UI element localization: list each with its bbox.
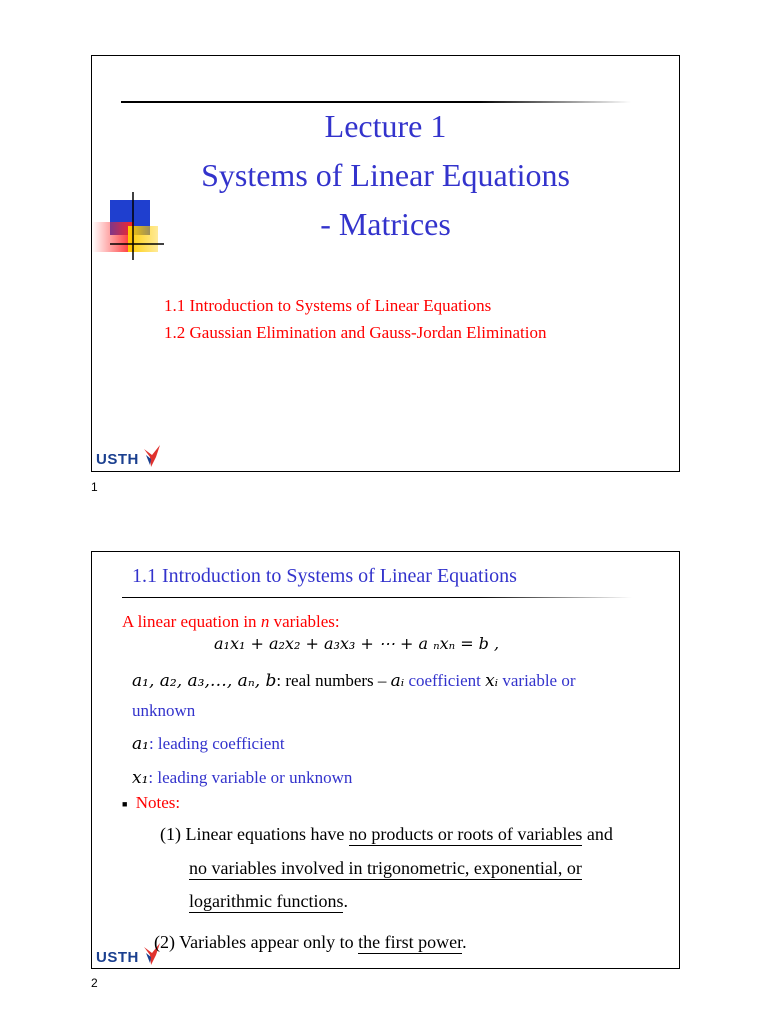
toc-item-2: 1.2 Gaussian Elimination and Gauss-Jordan Elimination [164, 323, 547, 342]
usth-logo-mark-icon [144, 445, 160, 467]
slide-heading: 1.1 Introduction to Systems of Linear Equations [132, 565, 517, 587]
bullet-icon: ■ [122, 799, 128, 810]
heading-rule [122, 597, 632, 598]
leading-variable-line: x₁: leading variable or unknown [132, 768, 353, 788]
usth-logo-2 [96, 949, 139, 966]
usth-logo [96, 451, 139, 468]
logo-text-2: USTH [96, 949, 139, 966]
note-1-line-3: logarithmic functions. [189, 891, 348, 911]
leading-coefficient-line: a₁: leading coefficient [132, 734, 285, 754]
coefficient-line: a₁, a₂, a₃,…, aₙ, b: real numbers – aᵢ coefficient xᵢ variable or [132, 671, 576, 691]
linear-equation: a₁x₁ + a₂x₂ + a₃x₃ + ⋯ + a ₙxₙ = b , [214, 634, 500, 653]
slide-2 [91, 551, 680, 969]
slide-title-line-1: Lecture 1 [324, 108, 447, 144]
title-rule [121, 101, 631, 103]
page-number-2: 2 [91, 976, 98, 990]
slide-title-line-3: - Matrices [320, 206, 451, 242]
coefficient-line-cont: unknown [132, 701, 196, 720]
page-number-1: 1 [91, 480, 98, 494]
slide-title-line-2: Systems of Linear Equations [201, 157, 570, 193]
note-1-line-2: no variables involved in trigonometric, exponential, or [189, 858, 582, 878]
logo-text: USTH [96, 451, 139, 468]
intro-line: A linear equation in n variables: [122, 612, 340, 631]
note-1-line-1: (1) Linear equations have no products or roots of variables and [160, 824, 613, 844]
toc-item-1: 1.1 Introduction to Systems of Linear Equations [164, 296, 492, 315]
notes-bullet: ■ Notes: [122, 793, 181, 812]
note-2-line: (2) Variables appear only to the first power. [154, 932, 467, 952]
slide-1 [91, 55, 680, 472]
